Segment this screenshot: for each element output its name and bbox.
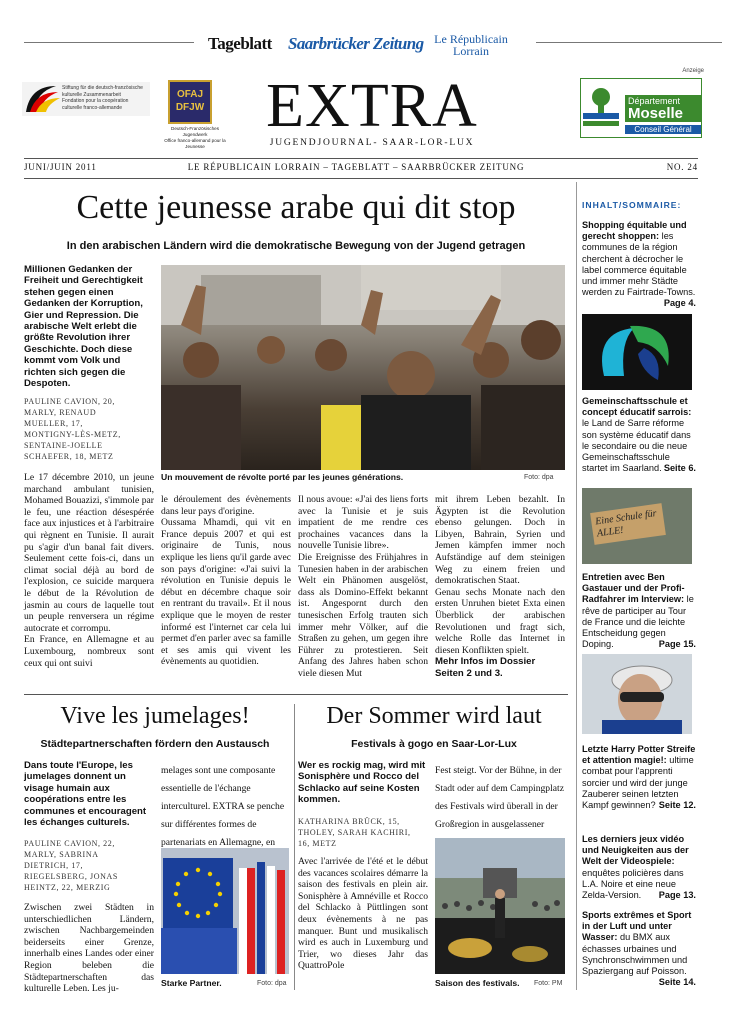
lead-col-1: Le 17 décembre 2010, un jeune marchand ambulant tunisien, Mohamed Bouazizi, s'immole par le feu, une réaction désespérée face aux injustices et à l'arbitraire qui règnent en Tunisie. Il aurait pu s'agir d'un banal fait divers. Seulement cette fois-ci, dans un climat social déjà au bord de l'explosion, ce suicide marquera le début de la Révolution de jasmin au cours de laquelle tout un peuple renversera un régime autocrate et corrompu. En France, en Allemagne et au Luxembourg, nombreux sont ceux qui ont suivi	[24, 472, 154, 669]
cyclist-illustration	[582, 654, 692, 734]
sommer-intro: Wer es rockig mag, wird mit Sonisphère und Rocco del Schlacko auf seine Kosten kommen.	[298, 760, 426, 806]
sidebar-item-title: Les derniers jeux vidéo und Neuigkeiten aus der Welt der Videospiele:	[582, 834, 689, 867]
sponsor-line-3: Conseil Général	[625, 125, 701, 134]
foundation-line-4: culturelle franco-allemande	[62, 104, 123, 111]
sponsor-line-1: Département	[628, 96, 681, 106]
jumelages-author-line: RIEGELSBERG, JONAS	[24, 872, 118, 881]
anzeige-label: Anzeige	[682, 68, 704, 74]
lead-author-line: MONTIGNY-LÈS-METZ,	[24, 430, 121, 439]
foundation-line-3: Fondation pour la coopération	[62, 98, 129, 104]
lead-author-line: SCHAEFER, 18, METZ	[24, 452, 114, 461]
lead-deck: In den arabischen Ländern wird die demokratische Bewegung von der Jugend getragen	[66, 240, 526, 252]
sommer-deck: Festivals à gogo en Saar-Lor-Lux	[351, 738, 517, 750]
sidebar-item-text: ultime combat pour l'apprenti sorcier und wird der junge Zauberer seinen letzten Kampf gewinnen?	[582, 755, 694, 811]
sommer-col-1: Avec l'arrivée de l'été et le début des vacances scolaires démarre la saison des festivals en plein air. Sonisphère à Amnéville et Rocco del Schlacko à Püttlingen sont deux évènements à ne pas manquer. Bunt und musikalisch wird es auch in Luxemburg und Trier, wo dieses Jahr das QuattroPole	[298, 856, 428, 972]
sidebar-item-title: Shopping équitable und gerecht shoppen:	[582, 220, 687, 242]
sidebar-item-title: Sports extrêmes et Sport in der Luft und unter Wasser:	[582, 910, 692, 943]
fairtrade-icon	[582, 314, 692, 390]
protest-photo	[161, 265, 565, 470]
sponsor-line-2: Moselle	[628, 105, 684, 122]
eu-flag-illustration	[161, 848, 289, 974]
foundation-line-1: Stiftung für die deutsch-französische	[62, 85, 143, 91]
dateline-number: NO. 24	[666, 162, 698, 172]
sidebar-item-text: enquêtes policières dans L.A. Noire et eine neue Zelda-Version.	[582, 867, 684, 901]
sidebar-item-interview[interactable]	[582, 572, 696, 650]
eu-flags-photo	[161, 848, 289, 974]
sidebar-item-text: le Land de Sarre réforme son système éducatif dans le secondaire ou die neue Gemeinschaftsschule startet im Saarland.	[582, 418, 691, 474]
moselle-logo	[580, 78, 702, 138]
crowd-illustration	[161, 265, 565, 470]
dateline-date: JUNI/JUIN 2011	[24, 162, 97, 172]
page-subtitle: JUGENDJOURNAL- SAAR-LOR-LUX	[269, 138, 475, 148]
sidebar-item-title: Entretien avec Ben Gastauer und der Profi-Radfahrer im Interview:	[582, 572, 685, 605]
jumelages-col-2: melages sont une composante essentielle de l'échange interculturel. EXTRA se penche sur différentes formes de partenariats en Allemagne, en	[161, 765, 285, 848]
sidebar-item-page: Seite 14.	[658, 977, 696, 988]
sidebar-item-title: Letzte Harry Potter Streife et attention magie!:	[582, 744, 696, 766]
lead-photo-credit: Foto: dpa	[524, 474, 554, 481]
sommer-author-line: THOLEY, SARAH KACHIRI,	[298, 828, 411, 837]
lead-more-link[interactable]: Mehr Infos im Dossier Seiten 2 und 3.	[435, 656, 536, 679]
flag-swoosh-icon	[22, 82, 60, 116]
sidebar-item-sports[interactable]	[582, 910, 696, 988]
jumelages-deck: Städtepartnerschaften fördern den Austausch	[40, 738, 270, 750]
lead-author-line: SENTAINE-JOELLE	[24, 441, 103, 450]
page-title: EXTRA	[266, 72, 478, 140]
tree-icon	[583, 85, 623, 129]
sidebar-item-text: le rêve de participer au Tour de France und die leichte Entscheidung gegen Doping.	[582, 594, 694, 650]
sidebar-item-page: Seite 6.	[663, 463, 696, 474]
partner-tageblatt: Tageblatt	[208, 34, 272, 53]
jumelages-photo-credit: Foto: dpa	[257, 980, 287, 987]
lead-author-line: PAULINE CAVION, 20,	[24, 397, 115, 406]
lead-headline: Cette jeunesse arabe qui dit stop	[76, 189, 516, 226]
jumelages-intro: Dans toute l'Europe, les jumelages donnent un visage humain aux coopérations entre les communes et encouragent les échanges culturels.	[24, 760, 147, 829]
lead-photo-caption: Un mouvement de révolte porté par les jeunes générations.	[161, 472, 404, 482]
sommer-col-2: Fest steigt. Vor der Bühne, in der Stadt oder auf dem Campingplatz des Festivals wird überall in der Großregion in ausgelassener	[435, 765, 564, 830]
sommer-photo-caption: Saison des festivals.	[435, 978, 520, 988]
jumelages-author-line: PAULINE CAVION, 22,	[24, 839, 115, 848]
sommer-author-line: 16, METZ	[298, 839, 337, 848]
sidebar-item-videogames[interactable]	[582, 834, 696, 901]
lead-col-3: Il nous avoue: «J'ai des liens forts avec la Tunisie et je suis impatient de me rendre ces prochaines vacances dans la nouvelle Tunisie libre». Die Ereignisse des Frühjahres in Tunesien haben in der arabischen Welt ein Phänomen ausgelöst, dass als Domino-Effekt bekannt ist. Angespornt durch den tunesischen Erfolg trauten sich immer mehr Völker, auf die Straßen zu gehen, um gegen ihre Führer zu protestieren. Seit Anfang des Jahres haben schon viele diesen Mut	[298, 494, 428, 679]
sidebar-heading: INHALT/SOMMAIRE:	[582, 200, 682, 210]
sidebar-item-text: les communes de la région cherchent à décrocher le label commerce équitable und immer mehr Städte werden zu Fairtrade-Towns.	[582, 231, 696, 298]
foundation-logo	[22, 82, 150, 116]
sommer-photo-credit: Foto: PM	[534, 980, 563, 987]
sidebar-item-page: Page 4.	[663, 298, 696, 309]
sidebar-item-title: Gemeinschaftsschule et concept éducatif sarrois:	[582, 396, 692, 418]
lead-author-line: MUELLER, 17,	[24, 419, 83, 428]
festival-photo	[435, 838, 565, 974]
protest-sign: Eine Schule für ALLE!	[590, 503, 666, 545]
dfjw-caption-1: Deutsch-Französisches Jugendwerk	[171, 126, 219, 137]
foundation-line-2: kulturelle Zusammenarbeit	[62, 91, 121, 98]
dfjw-logo: OFAJ DFJW	[168, 80, 212, 124]
jumelages-author-line: DIETRICH, 17,	[24, 861, 84, 870]
lead-col-2: le déroulement des évènements dans leur pays d'origine. Oussama Mhamdi, qui vit en France depuis 2007 et qui est originaire de Tunis, nous explique les liens qu'il garde avec son pays d'origine: «J'ai suivi la révolution en Tunisie depuis le début en décembre chaque soir en rentrant du travail». Et il nous explique que le moyen de rester informé est l'internet car cela lui permet d'en parler avec sa famille et ses amis qui vivent les évènements au quotidien.	[161, 494, 291, 668]
jumelages-author-line: HEINTZ, 22, MERZIG	[24, 883, 111, 892]
sidebar-item-harry-potter[interactable]	[582, 744, 696, 811]
festival-illustration	[435, 838, 565, 974]
cyclist-photo	[582, 654, 692, 734]
fairtrade-logo	[582, 314, 692, 390]
sidebar-item-page: Page 15.	[658, 639, 696, 650]
sidebar-item-text: du BMX aux échasses urbaines und Synchronschwimmen und Spaziergang auf Poisson.	[582, 932, 688, 977]
partner-saarbruecker-zeitung: Saarbrücker Zeitung	[288, 34, 424, 53]
sidebar-item-shopping[interactable]	[582, 220, 696, 310]
school-protest-photo	[582, 488, 692, 564]
sidebar-item-gemeinschaftsschule[interactable]	[582, 396, 696, 474]
sommer-author-line: KATHARINA BRÜCK, 15,	[298, 817, 400, 826]
lead-col-4: mit ihrem Leben bezahlt. In Ägypten ist die Revolution ebenso gelungen. Doch in Libyen, Bahrain, Syrien und Jemen kämpfen immer noch Aufständige auf dem steinigen Weg zu einem freien und demokratischen Staat. Genau sechs Monate nach den ersten Unruhen bietet Exta einen Überblick der arabischen Revolutionen und fragt sich, welche Rolle das Internet in diesen Konflikten spielt.	[435, 494, 565, 656]
jumelages-headline: Vive les jumelages!	[60, 703, 250, 729]
lead-author-line: MARLY, RENAUD	[24, 408, 97, 417]
dateline-papers: LE RÉPUBLICAIN LORRAIN – TAGEBLATT – SAARBRÜCKER ZEITUNG	[187, 162, 525, 172]
partner-republicain-lorrain: Le Républicain Lorrain	[434, 32, 508, 58]
jumelages-col-1: Zwischen zwei Städten in unterschiedlichen Ländern, zwischen Nachbargemeinden beiderseits einer Grenze, innerhalb eines Landes oder einer Region beleben die Städtepartnerschaften das kulturelle Leben. Les ju-	[24, 902, 154, 995]
sommer-headline: Der Sommer wird laut	[326, 703, 542, 729]
dfjw-caption-2: Office franco-allemand pour la Jeunesse	[164, 138, 226, 149]
sidebar-item-page: Page 13.	[658, 890, 696, 901]
lead-intro: Millionen Gedanken der Freiheit und Gerechtigkeit stehen gegen einen Gedanken der Korruption, Gier und Repression. Die arabische Welt erlebt die größte Revolution ihrer Geschichte. Doch diese kommt vom Volk und richten sich gegen die Despoten.	[24, 264, 143, 390]
sidebar-item-page: Seite 12.	[658, 800, 696, 811]
jumelages-author-line: MARLY, SABRINA	[24, 850, 99, 859]
jumelages-photo-caption: Starke Partner.	[161, 978, 222, 988]
